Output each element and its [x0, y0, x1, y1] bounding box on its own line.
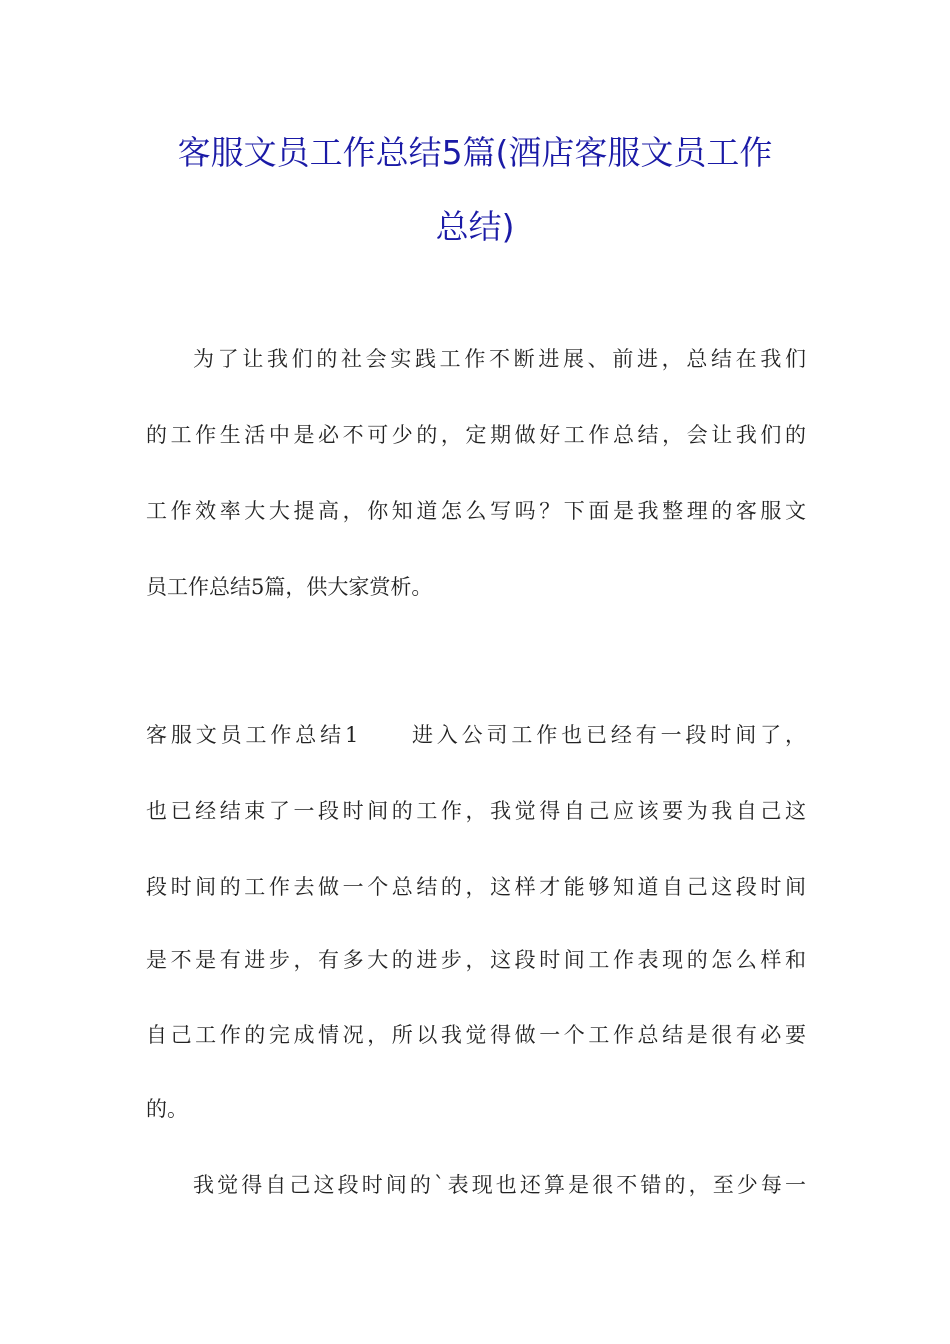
document-title-line-1: 客服文员工作总结5篇(酒店客服文员工作 — [177, 133, 773, 172]
section1-line-6: 的。 — [146, 1097, 188, 1121]
document-title-line-2: 总结) — [435, 207, 515, 246]
section1-line-2: 也已经结束了一段时间的工作，我觉得自己应该要为我自己这 — [146, 799, 806, 823]
section1-line-1: 客服文员工作总结1 进入公司工作也已经有一段时间了， — [146, 723, 806, 747]
intro-line-4: 员工作总结5篇，供大家赏析。 — [146, 575, 433, 599]
section1-line-5: 自己工作的完成情况，所以我觉得做一个工作总结是很有必要 — [146, 1023, 806, 1047]
para2-line-1: 我觉得自己这段时间的`表现也还算是很不错的，至少每一 — [193, 1173, 806, 1197]
intro-line-1: 为了让我们的社会实践工作不断进展、前进，总结在我们 — [193, 347, 806, 371]
intro-line-2: 的工作生活中是必不可少的，定期做好工作总结，会让我们的 — [146, 423, 806, 447]
section1-line-4: 是不是有进步，有多大的进步，这段时间工作表现的怎么样和 — [146, 948, 806, 972]
intro-line-3: 工作效率大大提高，你知道怎么写吗？下面是我整理的客服文 — [146, 499, 806, 523]
section1-line-3: 段时间的工作去做一个总结的，这样才能够知道自己这段时间 — [146, 875, 806, 899]
